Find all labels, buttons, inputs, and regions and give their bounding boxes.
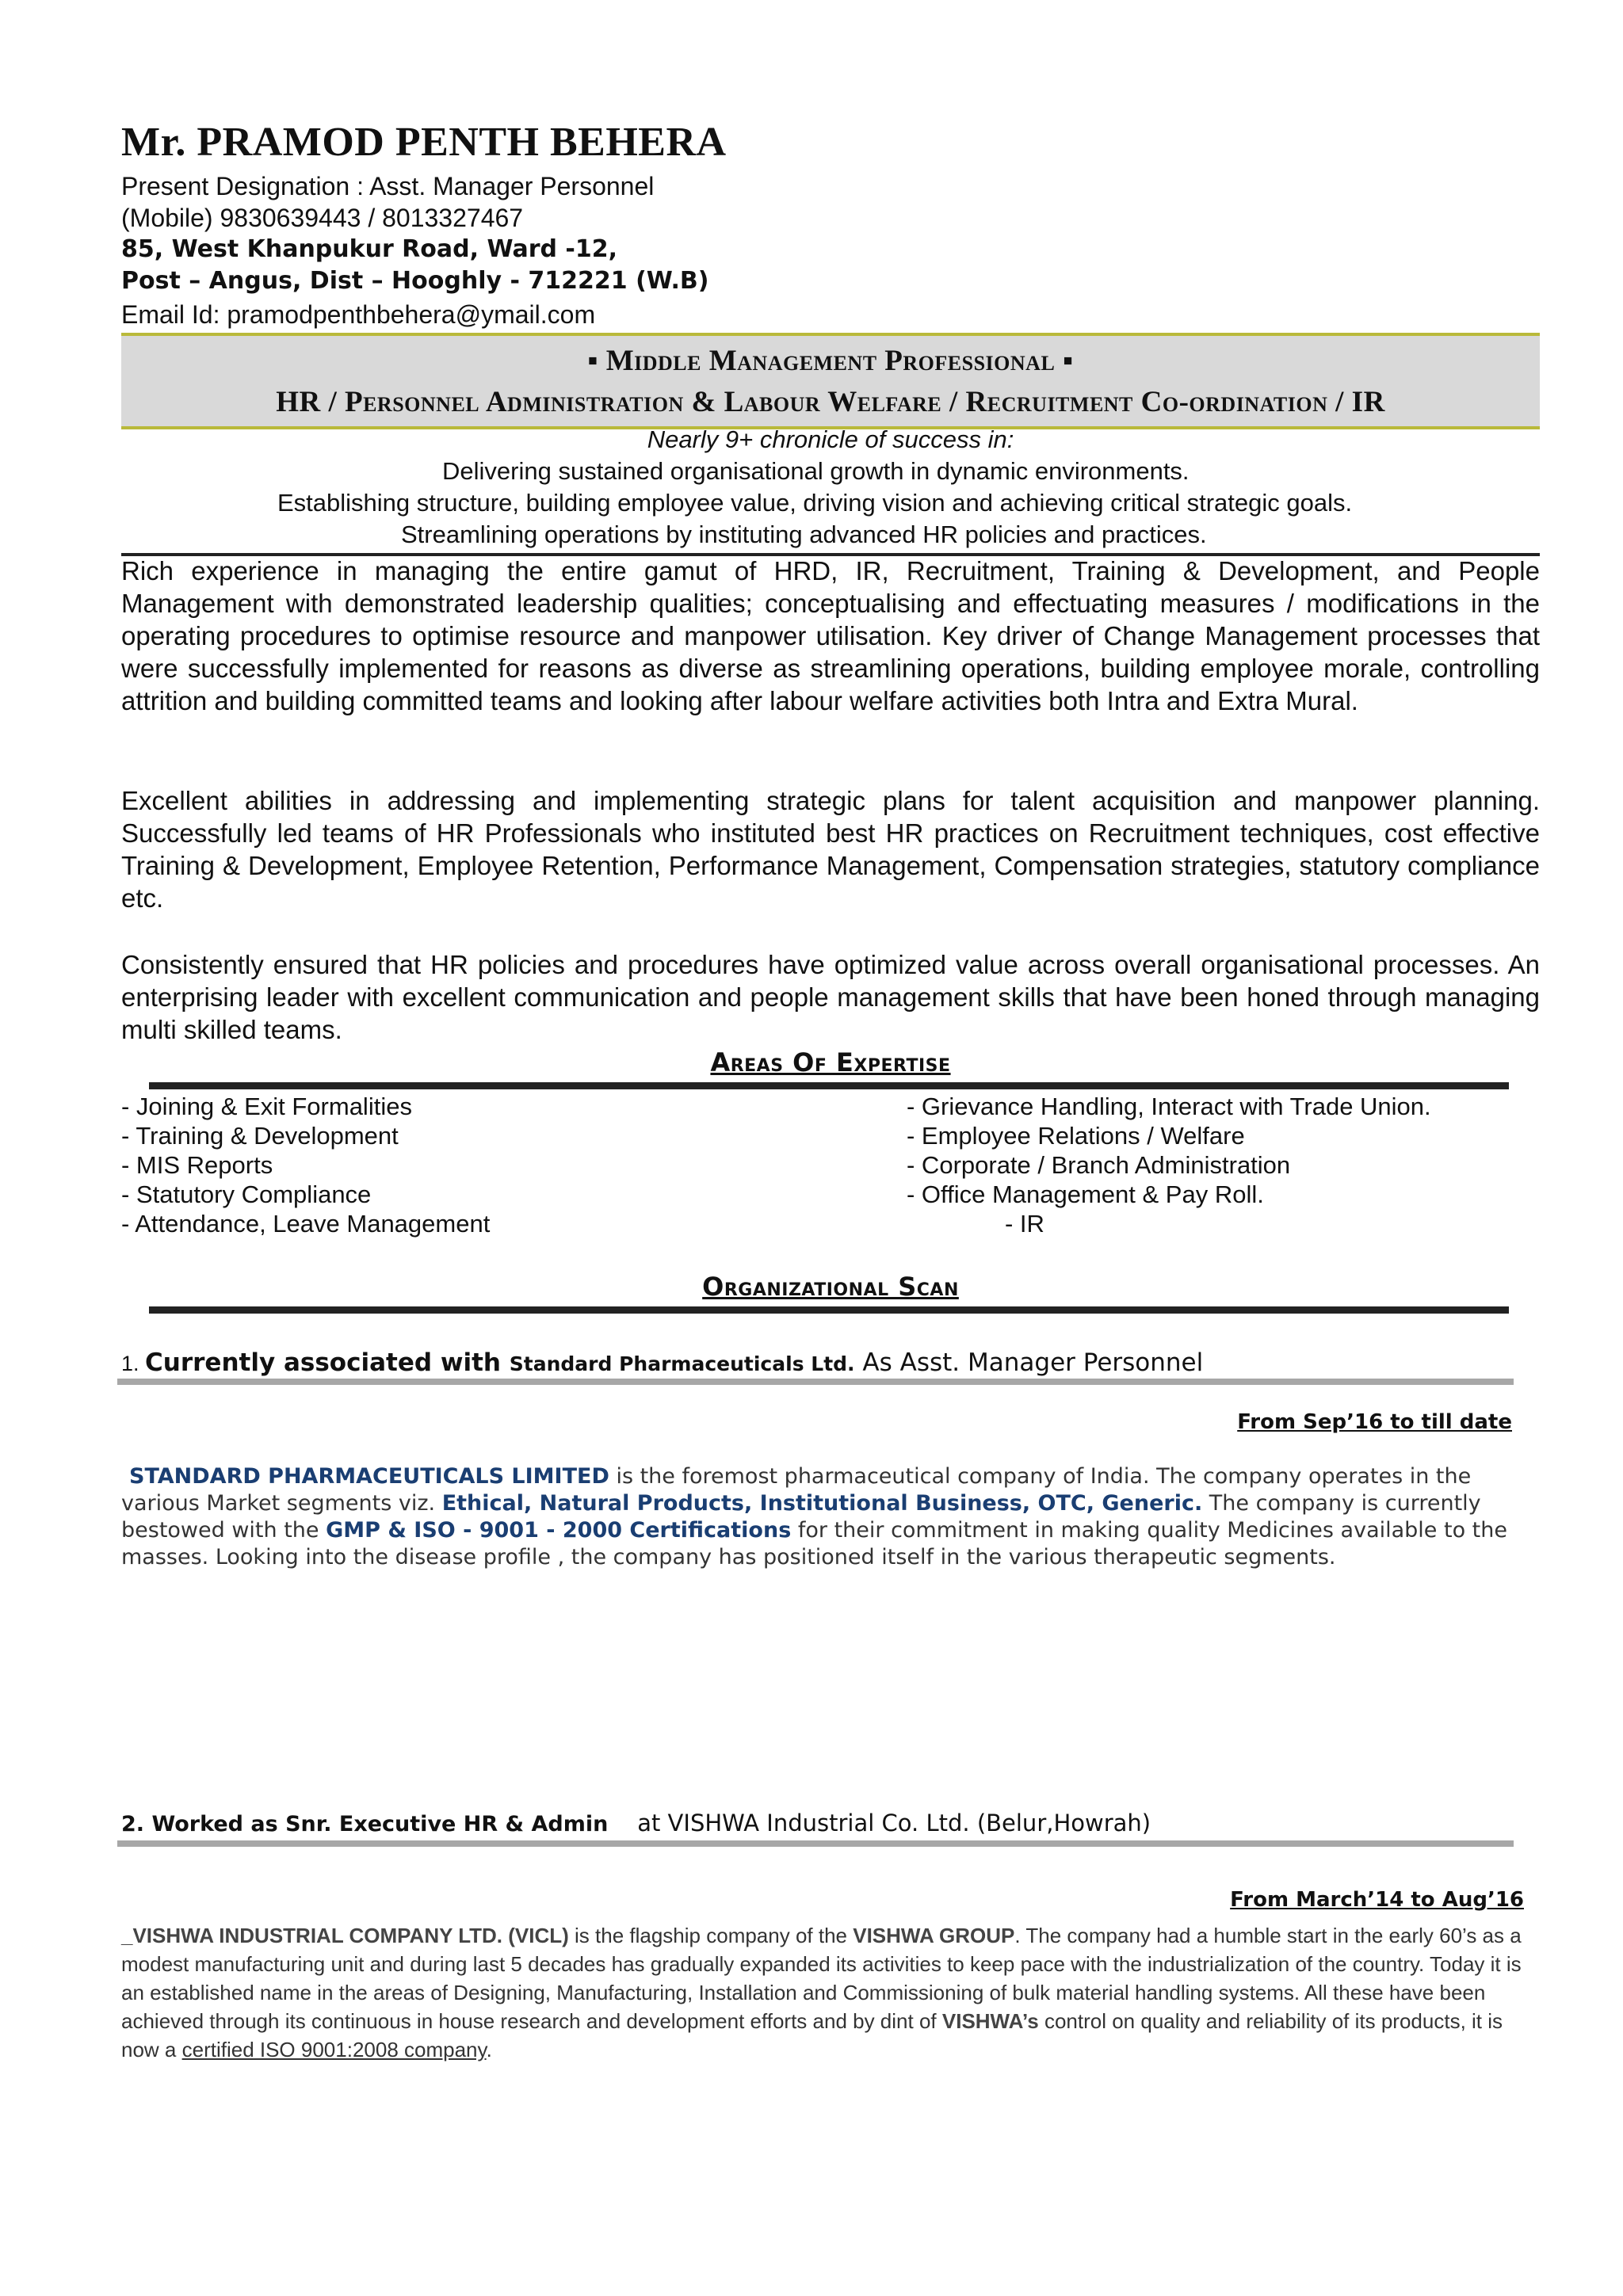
expertise-heading: Areas Of Expertise [710,1047,951,1077]
summary-paragraph-2: Excellent abilities in addressing and implementing strategic plans for talent acquisition and manpower planning. Successfully led teams of HR Professionals who instituted best HR practices on Recruitment techniques, cost effective Training & Development, Employee Retention, Performance Management, Compensation strategies, statutory compliance etc. [121,786,1540,913]
summary-bullet-text: Establishing structure, building employee value, driving vision and achieving critical strategic goals. [277,489,1353,517]
expertise-right-item: - Grievance Handling, Interact with Trade Union. [907,1093,1431,1120]
job-1-role: As Asst. Manager Personnel [854,1348,1204,1377]
summary-intro: Nearly 9+ chronicle of success in: [647,425,1014,453]
job-1-company: Standard Pharmaceuticals Ltd. [509,1352,855,1375]
job-1-rule [117,1379,1514,1385]
expertise-right-item: - Corporate / Branch Administration [907,1151,1291,1179]
summary-bullet-text: Streamlining operations by instituting advanced HR policies and practices. [401,521,1207,548]
job-1-title: 1. Currently associated with Standard Pharmaceuticals Ltd. As Asst. Manager Personnel [121,1348,1204,1377]
summary-bullet [412,457,1190,486]
mobile-number: (Mobile) 9830639443 / 8013327467 [121,204,524,232]
band-title-line-2: HR / Personnel Administration & Labour Welfare / Recruitment Co-ordination / IR [276,386,1385,418]
job-2-title: 2. Worked as Snr. Executive HR & Admin at VISHWA Industrial Co. Ltd. (Belur,Howrah) [121,1810,1151,1836]
expertise-left-item: - Statutory Compliance [121,1180,372,1208]
expertise-left-item: - MIS Reports [121,1151,273,1179]
organizational-scan-divider [149,1306,1509,1314]
job-1-company-description: STANDARD PHARMACEUTICALS LIMITED is the foremost pharmaceutical company of India. The company operates in the various Market segments viz. Ethical, Natural Products, Institutional Business, OTC, Generic. The company is currently bestowed with the GMP & ISO - 9001 - 2000 Certifications for their commitment in making quality Medicines available to the masses. Looking into the disease profile , the company has positioned itself in the various therapeutic segments. [121,1464,1507,1569]
summary-bullet [372,521,1207,549]
address-line-2: Post – Angus, Dist – Hooghly - 712221 (W.B) [121,267,709,295]
summary-bullet-text: Delivering sustained organisational growth in dynamic environments. [442,457,1190,485]
band-title-line-1: ▪ Middle Management Professional ▪ [587,345,1074,377]
expertise-left-item: - Training & Development [121,1122,399,1150]
summary-bullet [238,489,1352,517]
organizational-scan-heading: Organizational Scan [702,1272,959,1302]
email-address: Email Id: pramodpenthbehera@ymail.com [121,300,596,329]
job-2-rule [117,1840,1514,1847]
job-2-date: From March’14 to Aug’16 [1230,1888,1524,1912]
expertise-right-item: - Office Management & Pay Roll. [907,1180,1264,1208]
candidate-name: Mr. PRAMOD PENTH BEHERA [121,120,727,165]
job-2-company-description: _VISHWA INDUSTRIAL COMPANY LTD. (VICL) is the flagship company of the VISHWA GROUP. The company had a humble start in the early 60’s as a modest manufacturing unit and during last 5 decades has gradually expanded its activities to keep pace with the industrialization of the country. Today it is an established name in the areas of Designing, Manufacturing, Installation and Commissioning of bulk material handling systems. All these have been achieved through its continuous in house research and development efforts and by dint of VISHWA’s control on quality and reliability of its products, it is now a certified ISO 9001:2008 company. [121,1924,1522,2061]
job-1-date: From Sep’16 to till date [1237,1410,1512,1434]
summary-paragraph-3: Consistently ensured that HR policies and procedures have optimized value across overall organisational processes. An enterprising leader with excellent communication and people management skills that have been honed through managing multi skilled teams. [121,950,1540,1044]
profile-title-band [121,333,1540,429]
expertise-divider [149,1082,1509,1089]
summary-paragraph-1: Rich experience in managing the entire gamut of HRD, IR, Recruitment, Training & Development, and People Management with demonstrated leadership qualities; conceptualising and effectuating measures / modifications in the operating procedures to optimise resource and manpower utilisation. Key driver of Change Management processes that were successfully implemented for reasons as diverse as streamlining operations, building employee morale, controlling attrition and building committed teams and looking after labour welfare activities both Intra and Extra Mural. [121,556,1540,715]
present-designation: Present Designation : Asst. Manager Personnel [121,172,655,200]
iso-certification: certified ISO 9001:2008 company [181,2038,487,2061]
expertise-right-item: - IR [1005,1210,1044,1238]
expertise-left-item: - Attendance, Leave Management [121,1210,491,1238]
expertise-right-item: - Employee Relations / Welfare [907,1122,1245,1150]
address-line-1: 85, West Khanpukur Road, Ward -12, [121,235,618,263]
expertise-left-item: - Joining & Exit Formalities [121,1093,412,1120]
